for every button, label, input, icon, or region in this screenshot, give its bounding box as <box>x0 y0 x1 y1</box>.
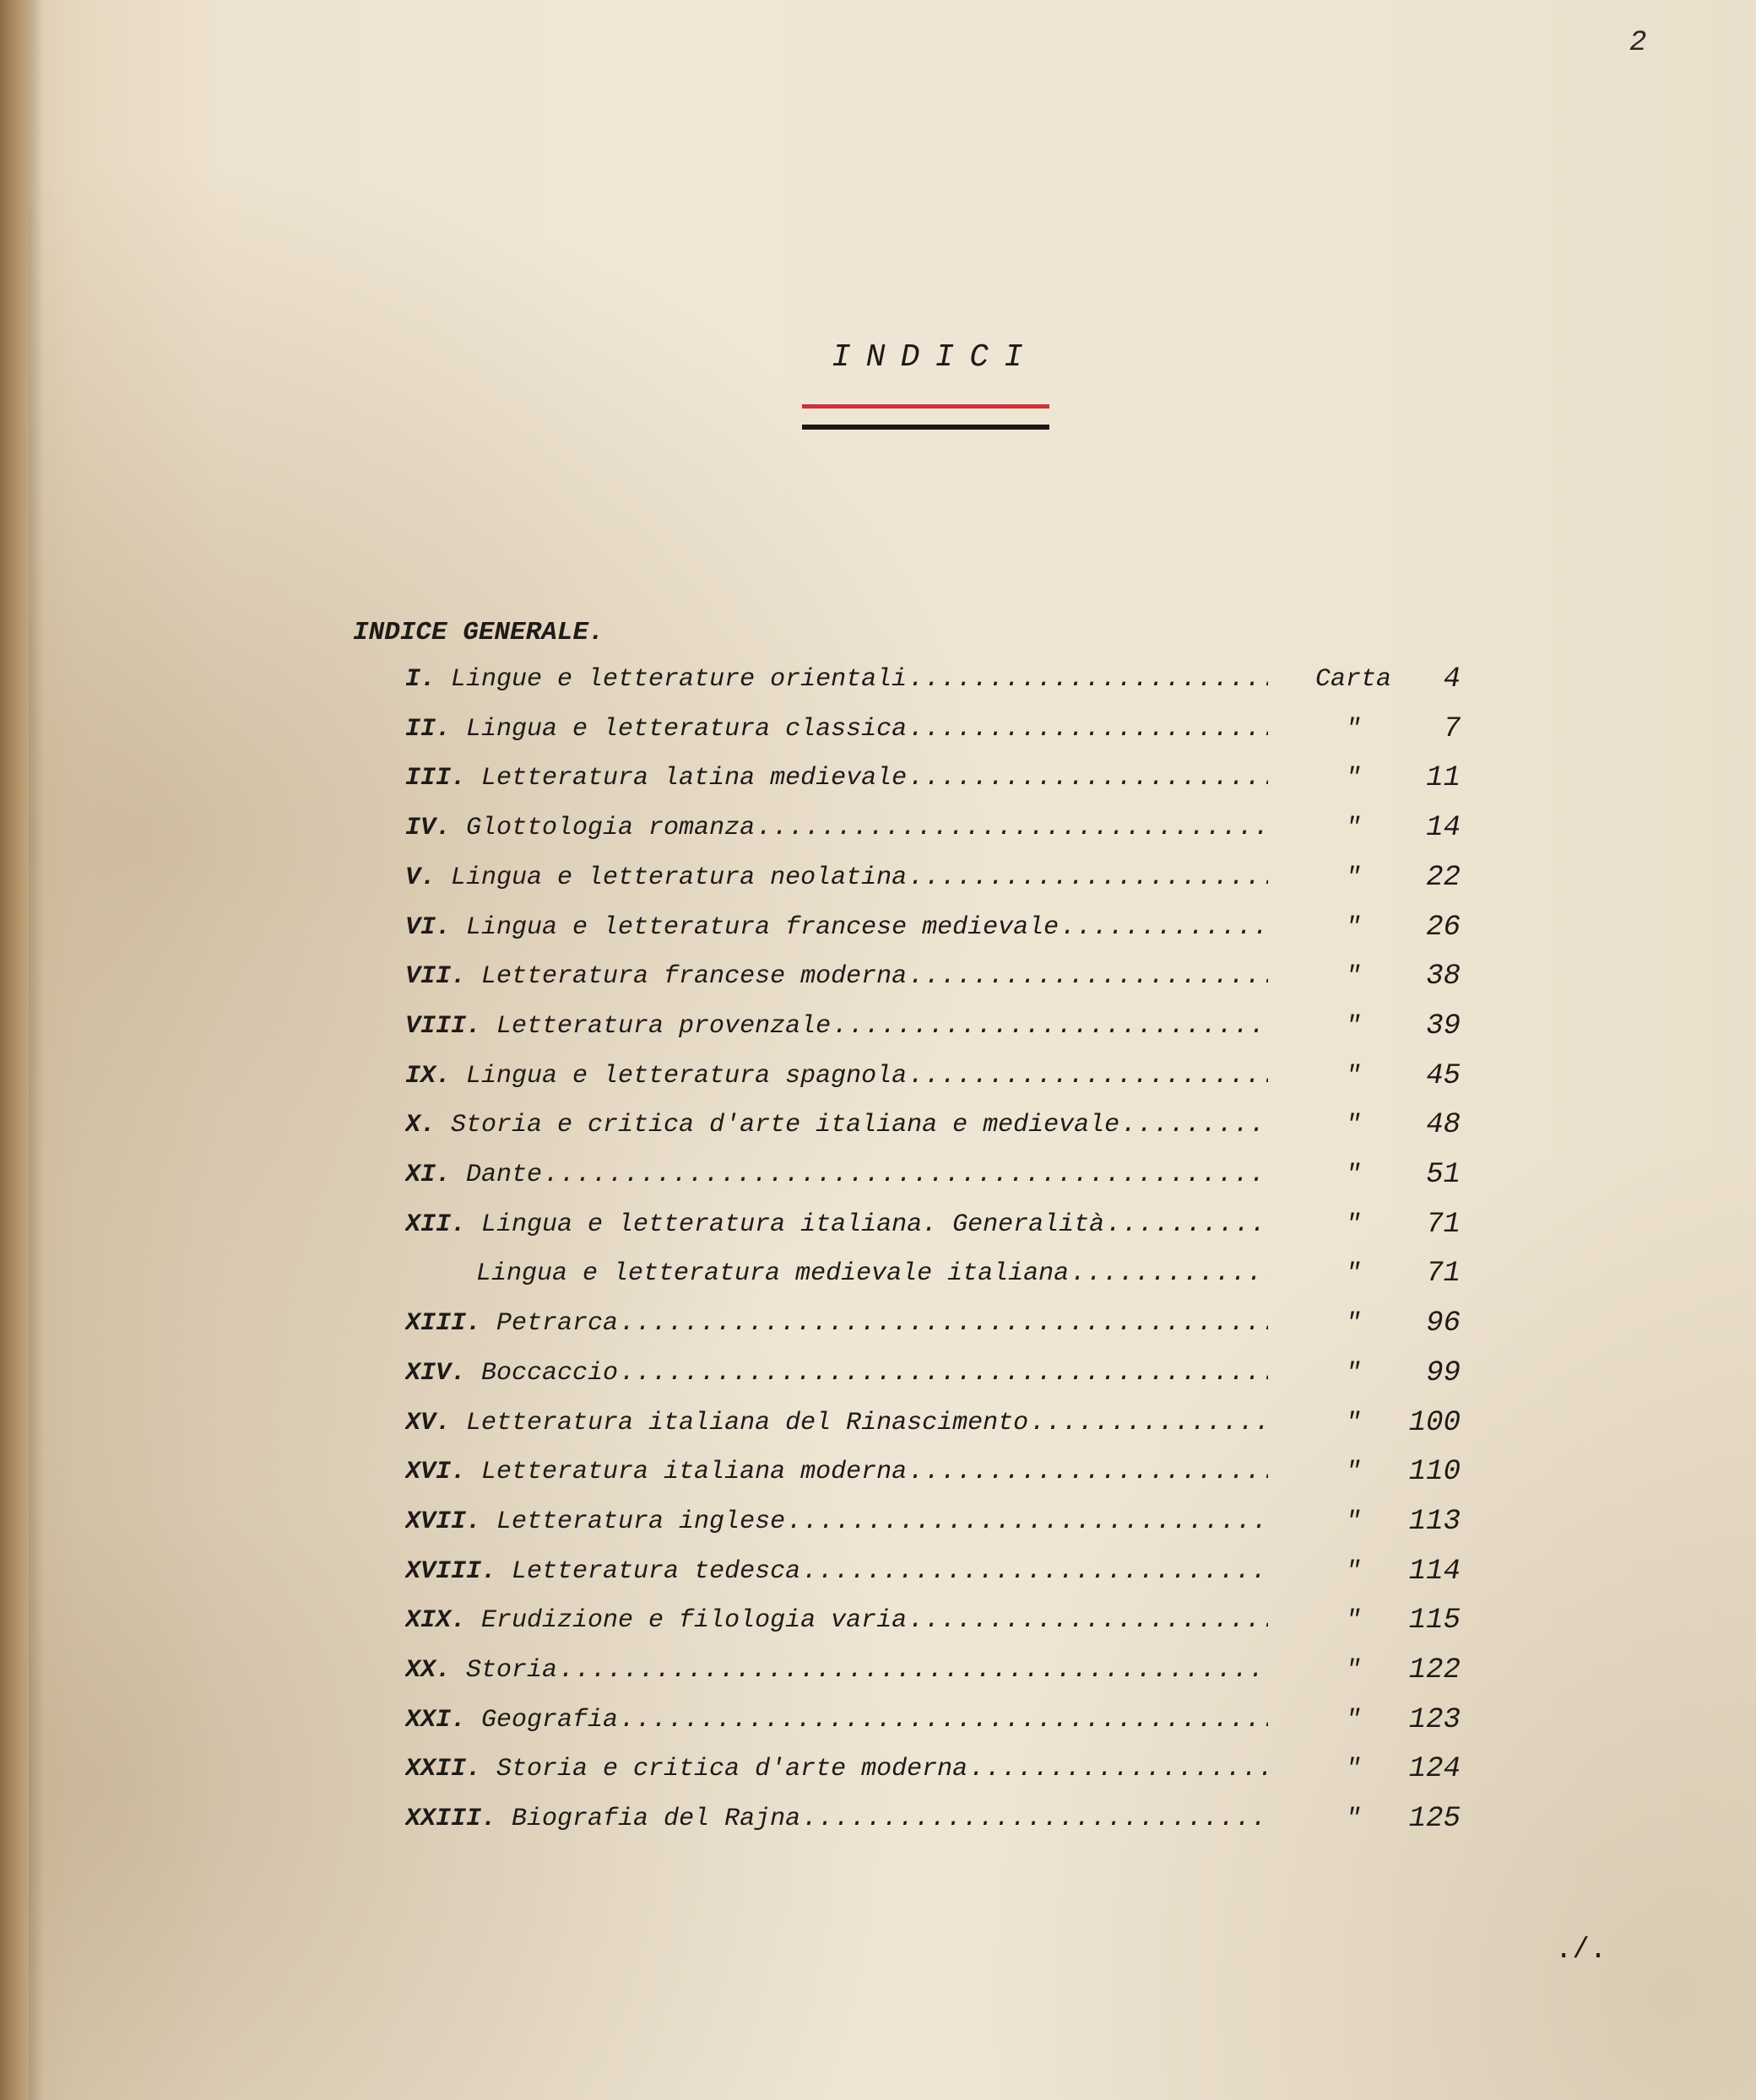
toc-entry-title: Erudizione e filologia varia <box>481 1606 908 1635</box>
toc-entry-numeral: V. <box>405 863 436 892</box>
toc-entry-title-line <box>476 1259 1268 1288</box>
toc-entry-dot-leader <box>969 1755 1268 1783</box>
toc-entry-page-number: 48 <box>1426 1109 1461 1141</box>
toc-entry-page-number: 123 <box>1408 1704 1461 1736</box>
toc-entry-title: Dante <box>466 1161 543 1189</box>
toc-entry-title-line <box>405 1062 1268 1091</box>
toc-entry-page-number: 22 <box>1426 862 1461 894</box>
toc-entry <box>405 962 1461 1001</box>
toc-entry <box>405 1805 1461 1843</box>
toc-entry-page-number: 26 <box>1426 912 1461 944</box>
toc-entry-numeral: XV. <box>405 1409 452 1437</box>
toc-entry-numeral: XIX. <box>405 1606 467 1635</box>
toc-entry-numeral: XVIII. <box>405 1557 497 1586</box>
toc-entry-dot-leader <box>559 1656 1268 1685</box>
toc-entry-title-line <box>405 1012 1268 1041</box>
toc-entry-title-line <box>405 1805 1268 1833</box>
toc-entry-ref-label: " <box>1345 814 1361 842</box>
toc-entry-numeral: XXIII. <box>405 1805 497 1833</box>
red-underline-rule <box>802 404 1049 409</box>
toc-entry-ref-label: " <box>1345 863 1361 892</box>
toc-entry-title-line <box>405 1755 1268 1783</box>
toc-entry-page-number: 122 <box>1408 1654 1461 1686</box>
toc-entry-ref-label: " <box>1345 715 1361 744</box>
toc-entry-numeral: X. <box>405 1111 436 1139</box>
toc-entry-ref-label: " <box>1345 1805 1361 1833</box>
toc-entry-title: Biografia del Rajna <box>512 1805 801 1833</box>
toc-entry-title-line <box>405 962 1268 991</box>
toc-entry-title: Storia e critica d'arte moderna <box>496 1755 968 1783</box>
toc-entry-page-number: 114 <box>1408 1556 1461 1588</box>
page-title: INDICI <box>832 339 1038 376</box>
toc-entry-page-number: 45 <box>1426 1060 1461 1092</box>
toc-entry-title-line <box>405 665 1268 694</box>
toc-entry <box>405 1259 1461 1298</box>
toc-entry-numeral: XVII. <box>405 1507 482 1536</box>
toc-entry-title: Petrarca <box>496 1309 619 1338</box>
toc-entry-title-line <box>405 1557 1268 1586</box>
toc-entry-ref-label: " <box>1345 1755 1361 1783</box>
toc-entry <box>405 1062 1461 1101</box>
toc-entry-dot-leader <box>1121 1111 1268 1139</box>
toc-entry-numeral: VIII. <box>405 1012 482 1041</box>
book-spine <box>0 0 29 2100</box>
toc-entry <box>405 1557 1461 1596</box>
toc-entry <box>405 814 1461 852</box>
toc-entry <box>405 1111 1461 1150</box>
toc-entry-numeral: IV. <box>405 814 452 842</box>
toc-entry-title: Letteratura tedesca <box>512 1557 801 1586</box>
toc-entry-page-number: 7 <box>1443 713 1461 745</box>
toc-entry-title-line <box>405 814 1268 842</box>
toc-entry <box>405 1309 1461 1348</box>
toc-entry-title-line <box>405 1309 1268 1338</box>
toc-entry-title: Letteratura latina medievale <box>481 764 908 793</box>
toc-entry-ref-label: " <box>1345 1012 1361 1041</box>
toc-entry-title: Letteratura provenzale <box>496 1012 832 1041</box>
toc-entry-title-line <box>405 913 1268 942</box>
toc-entry-title: Lingua e letteratura medievale italiana <box>476 1259 1070 1288</box>
toc-entry-numeral: XI. <box>405 1161 452 1189</box>
toc-entry-title: Lingua e letteratura francese medievale <box>466 913 1060 942</box>
toc-entry-ref-label: " <box>1345 1458 1361 1486</box>
toc-entry-numeral: I. <box>405 665 436 694</box>
toc-entry-ref-label: " <box>1345 1706 1361 1735</box>
toc-entry <box>405 863 1461 902</box>
toc-entry-numeral: XIV. <box>405 1359 467 1388</box>
toc-entry-title-line <box>405 1359 1268 1388</box>
toc-entry-page-number: 113 <box>1408 1506 1461 1538</box>
toc-entry <box>405 1359 1461 1398</box>
toc-entry-title-line <box>405 1161 1268 1189</box>
toc-entry <box>405 1458 1461 1497</box>
toc-entry-page-number: 71 <box>1426 1258 1461 1290</box>
toc-entry-dot-leader <box>620 1309 1268 1338</box>
page-number: 2 <box>1629 27 1647 59</box>
toc-entry-ref-label: " <box>1345 1409 1361 1437</box>
toc-entry-page-number: 110 <box>1408 1456 1461 1488</box>
toc-entry-dot-leader <box>544 1161 1268 1189</box>
toc-entry-dot-leader <box>908 962 1268 991</box>
toc-entry-dot-leader <box>908 715 1268 744</box>
page-gutter-shadow <box>29 0 44 2100</box>
toc-entry-dot-leader <box>1060 913 1268 942</box>
toc-entry-page-number: 124 <box>1408 1753 1461 1785</box>
toc-entry-numeral: XXII. <box>405 1755 482 1783</box>
toc-entry-title-line <box>405 764 1268 793</box>
toc-entry-dot-leader <box>908 1606 1268 1635</box>
toc-entry-page-number: 39 <box>1426 1010 1461 1042</box>
toc-entry-ref-label: " <box>1345 1259 1361 1288</box>
toc-entry-title: Letteratura inglese <box>496 1507 786 1536</box>
toc-entry-dot-leader <box>1106 1210 1268 1239</box>
toc-entry-title: Lingua e letteratura italiana. Generalità <box>481 1210 1105 1239</box>
toc-entry-title-line <box>405 715 1268 744</box>
toc-entry-dot-leader <box>802 1557 1268 1586</box>
toc-entry-page-number: 71 <box>1426 1209 1461 1241</box>
toc-entry-numeral: XII. <box>405 1210 467 1239</box>
toc-entry <box>405 1210 1461 1249</box>
toc-entry-title: Glottologia romanza <box>466 814 756 842</box>
toc-entry-dot-leader <box>1070 1259 1268 1288</box>
toc-entry <box>405 1606 1461 1645</box>
toc-entry-page-number: 125 <box>1408 1803 1461 1835</box>
toc-entry-numeral: VI. <box>405 913 452 942</box>
toc-entry-ref-label: " <box>1345 1656 1361 1685</box>
toc-entry-page-number: 38 <box>1426 961 1461 993</box>
toc-entry-dot-leader <box>787 1507 1268 1536</box>
toc-entry-title: Letteratura italiana moderna <box>481 1458 908 1486</box>
toc-entry-numeral: IX. <box>405 1062 452 1091</box>
toc-entry-title-line <box>405 1458 1268 1486</box>
toc-entry-title-line <box>405 1210 1268 1239</box>
toc-entry <box>405 1656 1461 1695</box>
toc-entry-title: Geografia <box>481 1706 619 1735</box>
toc-entry <box>405 1706 1461 1745</box>
toc-entry <box>405 1161 1461 1199</box>
toc-entry-dot-leader <box>908 1458 1268 1486</box>
toc-entry-dot-leader <box>802 1805 1268 1833</box>
toc-entry-numeral: VII. <box>405 962 467 991</box>
continuation-mark: ./. <box>1555 1935 1607 1967</box>
black-underline-rule <box>802 425 1049 430</box>
toc-entry-numeral: III. <box>405 764 467 793</box>
toc-entry-title-line <box>405 863 1268 892</box>
toc-entry-ref-label: " <box>1345 1161 1361 1189</box>
toc-entry-dot-leader <box>908 863 1268 892</box>
toc-entry-page-number: 115 <box>1408 1605 1461 1637</box>
toc-entry-dot-leader <box>832 1012 1268 1041</box>
section-title: INDICE GENERALE. <box>353 618 604 647</box>
toc-entry-title: Lingua e letteratura neolatina <box>451 863 908 892</box>
toc-entry-title: Lingue e letterature orientali <box>451 665 908 694</box>
toc-entry-page-number: 100 <box>1408 1407 1461 1439</box>
toc-entry-numeral: XX. <box>405 1656 452 1685</box>
toc-entry-ref-label: " <box>1345 1507 1361 1536</box>
toc-entry-ref-label: " <box>1345 1111 1361 1139</box>
toc-entry <box>405 1409 1461 1448</box>
toc-entry-page-number: 11 <box>1426 762 1461 794</box>
toc-entry <box>405 1755 1461 1794</box>
toc-entry-page-number: 99 <box>1426 1357 1461 1389</box>
toc-entry-numeral: XXI. <box>405 1706 467 1735</box>
toc-entry-ref-label: " <box>1345 962 1361 991</box>
toc-entry-dot-leader <box>620 1706 1268 1735</box>
toc-entry-title: Lingua e letteratura spagnola <box>466 1062 908 1091</box>
toc-entry-title-line <box>405 1706 1268 1735</box>
toc-entry-ref-label: Carta <box>1314 665 1391 694</box>
toc-entry-page-number: 14 <box>1426 812 1461 844</box>
toc-entry-numeral: XIII. <box>405 1309 482 1338</box>
toc-entry-title: Storia <box>466 1656 558 1685</box>
toc-entry <box>405 715 1461 754</box>
toc-entry-title: Letteratura italiana del Rinascimento <box>466 1409 1029 1437</box>
toc-entry-ref-label: " <box>1345 764 1361 793</box>
toc-entry-ref-label: " <box>1345 913 1361 942</box>
toc-entry-page-number: 96 <box>1426 1307 1461 1340</box>
toc-entry <box>405 1012 1461 1051</box>
toc-entry-title: Lingua e letteratura classica <box>466 715 908 744</box>
toc-entry-dot-leader <box>1030 1409 1268 1437</box>
toc-entry-title-line <box>405 1606 1268 1635</box>
toc-entry <box>405 665 1461 704</box>
toc-entry-numeral: II. <box>405 715 452 744</box>
toc-entry-ref-label: " <box>1345 1359 1361 1388</box>
toc-entry-title-line <box>405 1507 1268 1536</box>
toc-entry-ref-label: " <box>1345 1606 1361 1635</box>
toc-entry-dot-leader <box>620 1359 1268 1388</box>
toc-entry-title-line <box>405 1111 1268 1139</box>
toc-entry-ref-label: " <box>1345 1210 1361 1239</box>
toc-entry-dot-leader <box>756 814 1268 842</box>
toc-entry <box>405 913 1461 952</box>
toc-entry <box>405 1507 1461 1546</box>
toc-entry-page-number: 51 <box>1426 1159 1461 1191</box>
toc-entry-dot-leader <box>908 764 1268 793</box>
toc-entry-dot-leader <box>908 665 1268 694</box>
toc-entry-page-number: 4 <box>1443 663 1461 695</box>
toc-entry-ref-label: " <box>1345 1557 1361 1586</box>
toc-entry-title-line <box>405 1656 1268 1685</box>
toc-entry-numeral: XVI. <box>405 1458 467 1486</box>
toc-entry-ref-label: " <box>1345 1062 1361 1091</box>
toc-entry-ref-label: " <box>1345 1309 1361 1338</box>
toc-entry-title: Letteratura francese moderna <box>481 962 908 991</box>
toc-entry-dot-leader <box>908 1062 1268 1091</box>
toc-entry-title: Boccaccio <box>481 1359 619 1388</box>
toc-entry <box>405 764 1461 803</box>
toc-entry-title-line <box>405 1409 1268 1437</box>
toc-entry-title: Storia e critica d'arte italiana e medievale <box>451 1111 1120 1139</box>
